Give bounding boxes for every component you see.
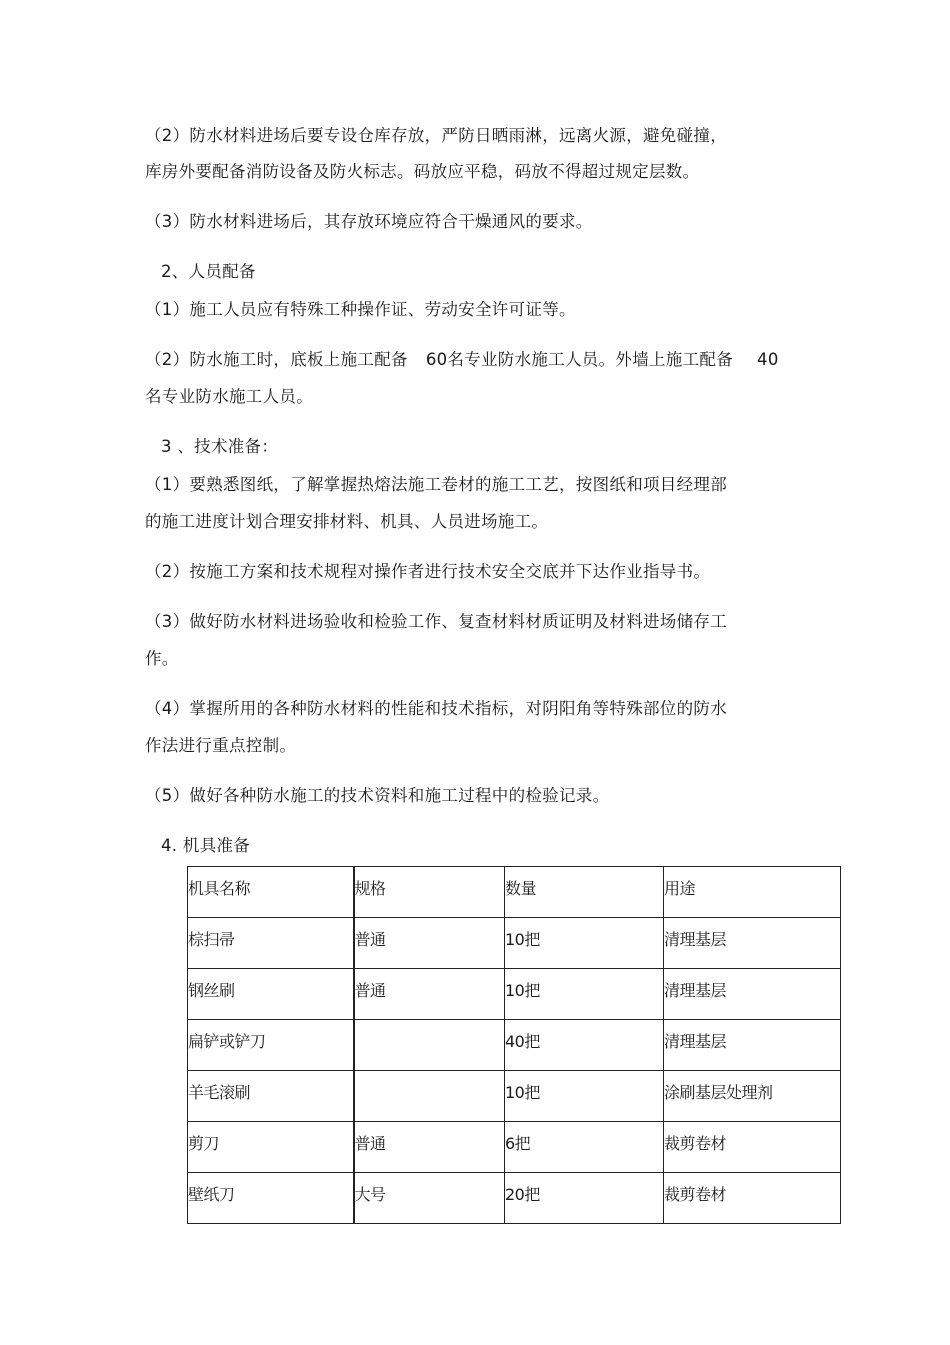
table-cell: 裁剪卷材 (664, 1122, 841, 1173)
material-storage-item-2-line-1: （2）防水材料进场后要专设仓库存放，严防日晒雨淋，远离火源，避免碰撞， (145, 126, 727, 145)
table-cell: 普通 (354, 1122, 505, 1173)
table-row (188, 1020, 841, 1071)
technical-item-5: （5）做好各种防水施工的技术资料和施工过程中的检验记录。 (145, 786, 610, 805)
table-cell: 棕扫帚 (188, 918, 354, 969)
table-header-cell: 数量 (505, 867, 664, 918)
personnel-heading: 2、人员配备 (161, 262, 256, 281)
equipment-heading: 4. 机具准备 (161, 836, 251, 855)
technical-item-1-line-2: 的施工进度计划合理安排材料、机具、人员进场施工。 (145, 512, 549, 531)
table-row (188, 1173, 841, 1224)
table-cell: 扁铲或铲刀 (188, 1020, 354, 1071)
table-cell: 剪刀 (188, 1122, 354, 1173)
material-storage-item-2-line-2: 库房外要配备消防设备及防火标志。码放应平稳，码放不得超过规定层数。 (145, 162, 700, 181)
table-cell: 40把 (505, 1020, 664, 1071)
technical-item-1-line-1: （1）要熟悉图纸，了解掌握热熔法施工卷材的施工工艺，按图纸和项目经理部 (145, 475, 727, 494)
table-cell: 裁剪卷材 (664, 1173, 841, 1224)
equipment-table (187, 866, 841, 1224)
table-header-cell: 用途 (664, 867, 841, 918)
table-cell: 壁纸刀 (188, 1173, 354, 1224)
table-row (188, 969, 841, 1020)
table-cell: 大号 (354, 1173, 505, 1224)
table-header-cell: 机具名称 (188, 867, 354, 918)
table-cell: 6把 (505, 1122, 664, 1173)
table-cell: 普通 (354, 969, 505, 1020)
personnel-item-2-part-1: （2）防水施工时，底板上施工配备 (145, 350, 408, 369)
personnel-item-2-line-2: 名专业防水施工人员。 (145, 387, 313, 406)
table-cell (354, 1071, 505, 1122)
personnel-item-2-part-2: 60名专业防水施工人员。外墙上施工配备 (425, 350, 734, 369)
table-cell: 钢丝刷 (188, 969, 354, 1020)
table-cell: 10把 (505, 918, 664, 969)
table-cell: 清理基层 (664, 918, 841, 969)
table-cell: 20把 (505, 1173, 664, 1224)
table-cell: 羊毛滚刷 (188, 1071, 354, 1122)
technical-item-3-line-1: （3）做好防水材料进场验收和检验工作、复查材料材质证明及材料进场储存工 (145, 612, 727, 631)
personnel-item-2-part-3: 40 (757, 350, 779, 369)
technical-item-4-line-1: （4）掌握所用的各种防水材料的性能和技术指标，对阴阳角等特殊部位的防水 (145, 699, 727, 718)
table-row (188, 918, 841, 969)
table-row (188, 1071, 841, 1122)
table-cell: 普通 (354, 918, 505, 969)
table-cell: 清理基层 (664, 969, 841, 1020)
personnel-item-2-line-1 (145, 349, 779, 371)
technical-heading: 3 、技术准备： (161, 437, 279, 456)
table-cell: 10把 (505, 969, 664, 1020)
technical-item-3-line-2: 作。 (145, 649, 179, 668)
table-header-cell: 规格 (354, 867, 505, 918)
technical-item-2: （2）按施工方案和技术规程对操作者进行技术安全交底并下达作业指导书。 (145, 562, 711, 581)
table-cell (354, 1020, 505, 1071)
table-cell: 涂刷基层处理剂 (664, 1071, 841, 1122)
material-storage-item-3: （3）防水材料进场后，其存放环境应符合干燥通风的要求。 (145, 212, 593, 231)
personnel-item-1: （1）施工人员应有特殊工种操作证、劳动安全许可证等。 (145, 300, 576, 319)
technical-item-4-line-2: 作法进行重点控制。 (145, 736, 297, 755)
table-cell: 清理基层 (664, 1020, 841, 1071)
table-header-row (188, 867, 841, 918)
table-row (188, 1122, 841, 1173)
table-cell: 10把 (505, 1071, 664, 1122)
